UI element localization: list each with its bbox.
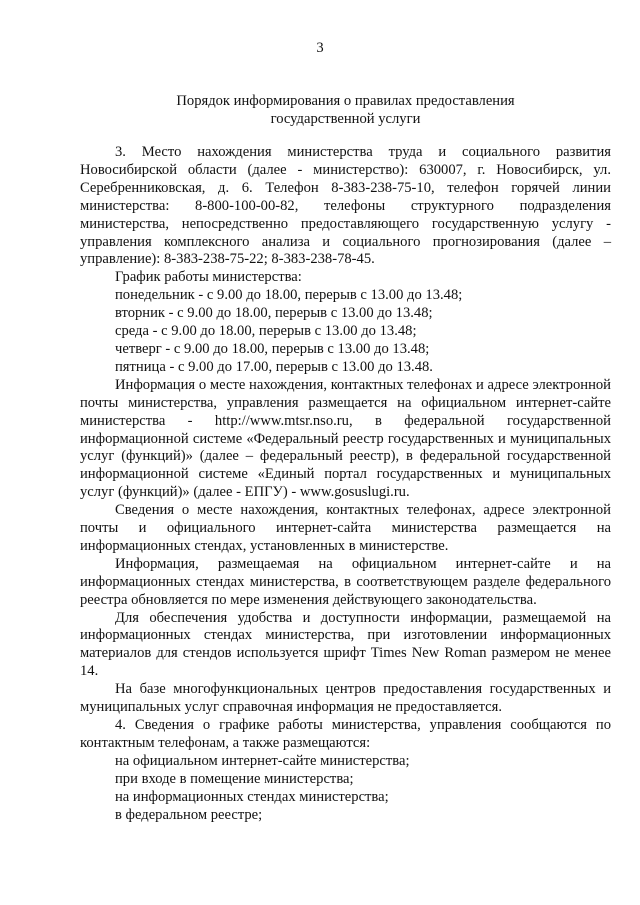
publication-place-entrance: при входе в помещение министерства; [115,770,354,787]
publication-place-federal-registry: в федеральном реестре; [115,806,263,823]
paragraph-font-requirement: Для обеспечения удобства и доступности информации, размещаемой на информационных стендах министерства, при изготовлении информационных материалов для стендов используется шрифт Times New Roman размером не менее 14. [80,609,611,680]
page-number: 3 [316,40,324,56]
publication-place-stands: на информационных стендах министерства; [115,788,389,805]
paragraph-schedule-publication: 4. Сведения о графике работы министерства, управления сообщаются по контактным телефонам, а также размещаются: [80,717,611,751]
publication-place-website: на официальном интернет-сайте министерства; [115,752,410,769]
paragraph-info-stands: Сведения о месте нахождения, контактных телефонах, адресе электронной почты и официального интернет-сайта министерства размещается на информационных стендах, установленных в министерстве. [80,502,611,554]
document-body [80,144,611,824]
paragraph-address: 3. Место нахождения министерства труда и социального развития Новосибирской области (далее - министерство): 630007, г. Новосибирск, ул. Серебренниковская, д. 6. Телефон 8-383-238-75-10, телефон горячей линии министерства: 8-800-100-00-82, телефоны структурного подразделения министерства, непосредственно предоставляющего государственную услугу - управления комплексного анализа и социального прогнозирования (далее – управление): 8-383-238-75-22; 8-383-238-78-45. [80,144,611,268]
schedule-title: График работы министерства: [115,269,302,286]
heading-line-2: государственной услуги [270,110,421,127]
schedule-item-wednesday: среда - с 9.00 до 18.00, перерыв с 13.00 до 13.48; [115,323,417,340]
paragraph-mfc: На базе многофункциональных центров предоставления государственных и муниципальных услуг справочная информация не предоставляется. [80,681,611,716]
schedule-item-thursday: четверг - с 9.00 до 18.00, перерыв с 13.00 до 13.48; [115,340,430,357]
paragraph-info-update: Информация, размещаемая на официальном интернет-сайте и на информационных стендах министерства, в соответствующем разделе федерального реестра обновляется по мере изменения действующего законодательства. [80,555,611,608]
schedule-item-tuesday: вторник - с 9.00 до 18.00, перерыв с 13.00 до 13.48; [115,305,433,322]
schedule-item-friday: пятница - с 9.00 до 17.00, перерыв с 13.00 до 13.48. [115,358,433,375]
heading-line-1: Порядок информирования о правилах предоставления [176,93,515,109]
paragraph-contact-info: Информация о месте нахождения, контактных телефонах и адресе электронной почты министерства, управления размещается на официальном интернет-сайте министерства - http://www.mtsr.nso.ru, в федеральной государственной информационной системе «Федеральный реестр государственных и муниципальных услуг (функций)» (далее – федеральный реестр), в федеральной государственной информационной системе «Единый портал государственных и муниципальных услуг (функций)» (далее - ЕПГУ) - www.gosuslugi.ru. [80,376,611,501]
section-heading [80,93,611,128]
schedule-item-monday: понедельник - с 9.00 до 18.00, перерыв с 13.00 до 13.48; [115,287,463,304]
